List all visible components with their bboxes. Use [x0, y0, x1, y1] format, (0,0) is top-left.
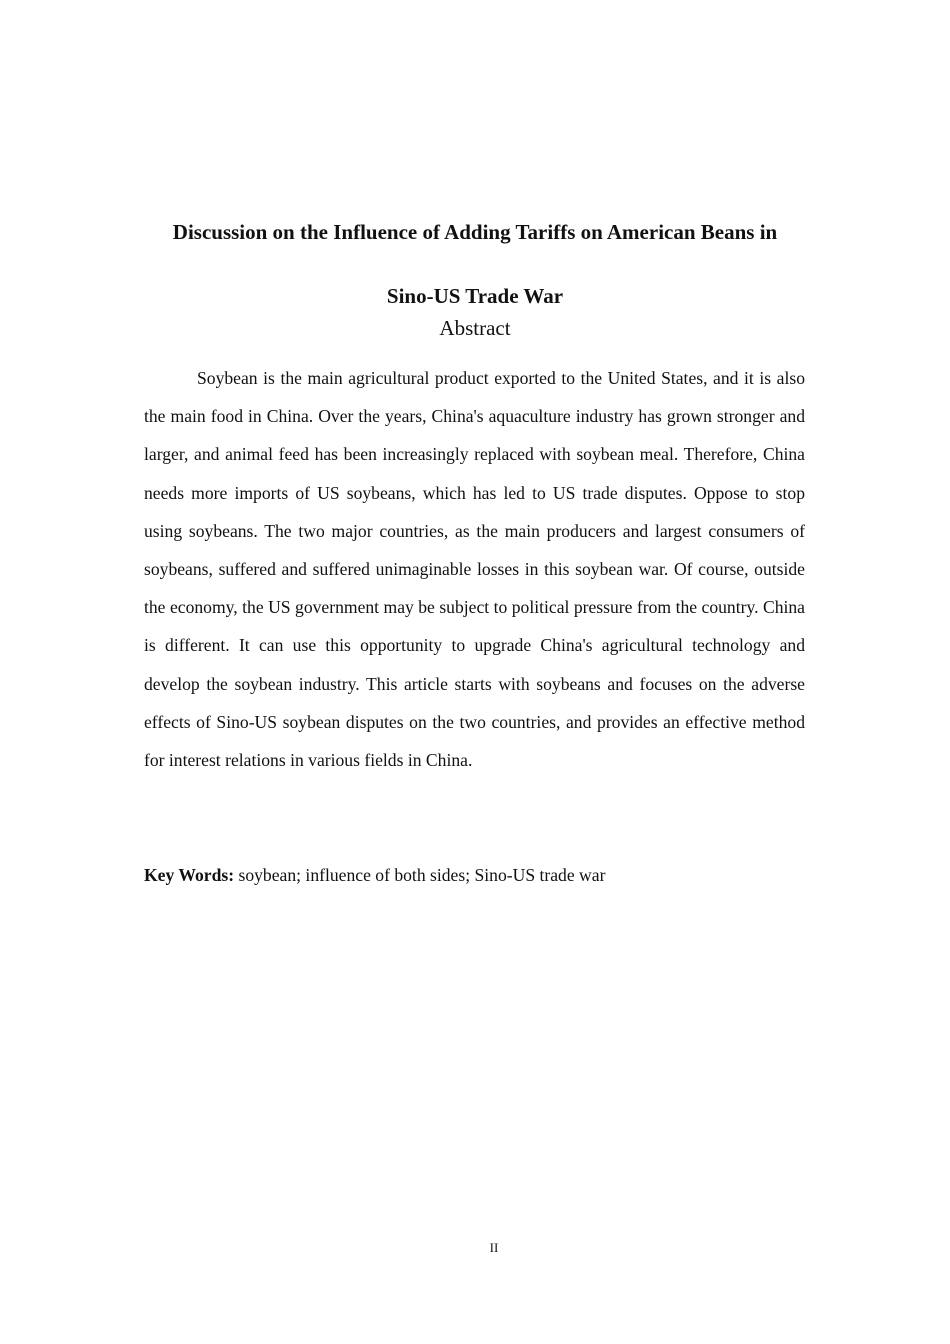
- abstract-heading: Abstract: [439, 316, 511, 340]
- page-number: II: [489, 1240, 499, 1255]
- keywords-label: Key Words:: [144, 865, 235, 885]
- abstract-body: Soybean is the main agricultural product exported to the United States, and it is also the main food in China. Over the years, China's aquaculture industry has grown stronger and larger, and animal feed has been increasingly replaced with soybean meal. Therefore, China needs more imports of US soybeans, which has led to US trade disputes. Oppose to stop using soybeans. The two major countries, as the main producers and largest consumers of soybeans, suffered and suffered unimaginable losses in this soybean war. Of course, outside the economy, the US government may be subject to political pressure from the country. China is different. It can use this opportunity to upgrade China's agricultural technology and develop the soybean industry. This article starts with soybeans and focuses on the adverse effects of Sino-US soybean disputes on the two countries, and provides an effective method for interest relations in various fields in China.: [144, 368, 805, 771]
- paper-title: [100, 200, 850, 328]
- paper-title-line-1: Discussion on the Influence of Adding Tariffs on American Beans in: [172, 220, 778, 244]
- keywords-paragraph: [144, 860, 805, 890]
- paper-title-line-2: Sino-US Trade War: [386, 284, 564, 308]
- keywords-text: soybean; influence of both sides; Sino-US trade war: [234, 865, 606, 885]
